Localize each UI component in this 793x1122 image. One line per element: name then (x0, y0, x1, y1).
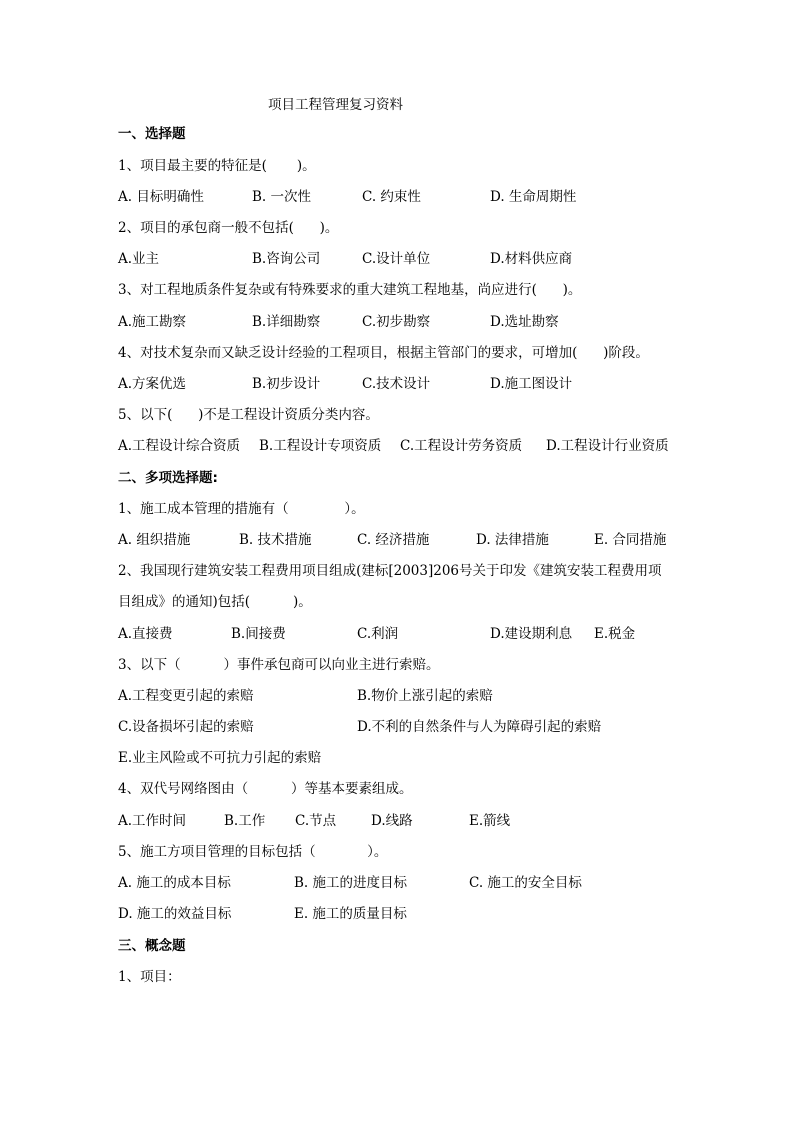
s2-question-5: 5、施工方项目管理的目标包括（ ）。 (118, 844, 388, 860)
s1-q1-option-a: A. 目标明确性 (118, 189, 204, 205)
s1-q3-option-b: B.详细勘察 (252, 314, 321, 330)
s1-q1-option-b: B. 一次性 (252, 189, 312, 205)
s1-q2-option-d: D.材料供应商 (490, 251, 573, 267)
s1-q5-option-b: B.工程设计专项资质 (259, 438, 382, 454)
s2-q5-option-c: C. 施工的安全目标 (469, 875, 582, 891)
s2-q4-option-e: E.箭线 (469, 813, 511, 829)
s1-q3-option-a: A.施工勘察 (118, 314, 187, 330)
s1-q5-option-c: C.工程设计劳务资质 (400, 438, 523, 454)
s2-question-4: 4、双代号网络图由（ ）等基本要素组成。 (118, 781, 413, 797)
s2-q2-option-b: B.间接费 (231, 626, 286, 642)
s2-q1-option-a: A. 组织措施 (118, 532, 191, 548)
s2-q2-option-c: C.利润 (357, 626, 399, 642)
s2-q1-option-c: C. 经济措施 (357, 532, 430, 548)
s2-q2-option-d: D.建设期利息 (490, 626, 573, 642)
s1-question-4: 4、对技术复杂而又缺乏设计经验的工程项目，根据主管部门的要求，可增加( )阶段。 (118, 345, 649, 361)
s2-question-2-line1: 2、我国现行建筑安装工程费用项目组成(建标[2003]206号关于印发《建筑安装工程费用项 (118, 563, 662, 579)
s1-q2-option-a: A.业主 (118, 251, 160, 267)
s1-q2-option-b: B.咨询公司 (252, 251, 321, 267)
s2-q2-option-e: E.税金 (594, 626, 636, 642)
document-title: 项目工程管理复习资料 (268, 97, 403, 113)
s2-question-1: 1、施工成本管理的措施有（ ）。 (118, 501, 365, 517)
s1-question-3: 3、对工程地质条件复杂或有特殊要求的重大建筑工程地基，尚应进行( )。 (118, 282, 582, 298)
s2-q5-option-e: E. 施工的质量目标 (294, 906, 407, 922)
s1-q4-option-d: D.施工图设计 (490, 376, 573, 392)
s2-q3-option-c: C.设备损坏引起的索赔 (118, 719, 254, 735)
s2-q5-option-a: A. 施工的成本目标 (118, 875, 231, 891)
s2-question-2-line2: 目组成》的通知)包括( )。 (118, 594, 312, 610)
s2-q4-option-b: B.工作 (224, 813, 266, 829)
s1-q5-option-a: A.工程设计综合资质 (118, 438, 241, 454)
s2-q3-option-d: D.不利的自然条件与人为障碍引起的索赔 (357, 719, 602, 735)
s1-question-2: 2、项目的承包商一般不包括( )。 (118, 220, 339, 236)
s2-q5-option-b: B. 施工的进度目标 (294, 875, 408, 891)
s1-question-5: 5、以下( )不是工程设计资质分类内容。 (118, 407, 379, 423)
s2-q2-option-a: A.直接费 (118, 626, 173, 642)
s2-q4-option-c: C.节点 (295, 813, 337, 829)
s2-q1-option-d: D. 法律措施 (476, 532, 549, 548)
s2-question-3: 3、以下（ ）事件承包商可以向业主进行索赔。 (118, 657, 440, 673)
s1-q2-option-c: C.设计单位 (362, 251, 431, 267)
s1-q3-option-d: D.选址勘察 (490, 314, 559, 330)
s1-q5-option-d: D.工程设计行业资质 (546, 438, 669, 454)
s1-q3-option-c: C.初步勘察 (362, 314, 431, 330)
section-heading-2: 二、多项选择题: (118, 470, 218, 486)
s2-q3-option-b: B.物价上涨引起的索赔 (357, 688, 493, 704)
s2-q3-option-a: A.工程变更引起的索赔 (118, 688, 254, 704)
section-heading-3: 三、概念题 (118, 938, 186, 954)
s2-q1-option-e: E. 合同措施 (594, 532, 667, 548)
s2-q4-option-d: D.线路 (371, 813, 413, 829)
s2-q5-option-d: D. 施工的效益目标 (118, 906, 232, 922)
s1-question-1: 1、项目最主要的特征是( )。 (118, 158, 316, 174)
s1-q1-option-c: C. 约束性 (362, 189, 421, 205)
s1-q4-option-a: A.方案优选 (118, 376, 187, 392)
section-heading-1: 一、选择题 (118, 126, 186, 142)
s1-q4-option-c: C.技术设计 (362, 376, 431, 392)
s3-question-1: 1、项目： (118, 969, 181, 985)
s2-q1-option-b: B. 技术措施 (239, 532, 312, 548)
s1-q4-option-b: B.初步设计 (252, 376, 321, 392)
s1-q1-option-d: D. 生命周期性 (490, 189, 577, 205)
s2-q3-option-e: E.业主风险或不可抗力引起的索赔 (118, 750, 322, 766)
s2-q4-option-a: A.工作时间 (118, 813, 187, 829)
